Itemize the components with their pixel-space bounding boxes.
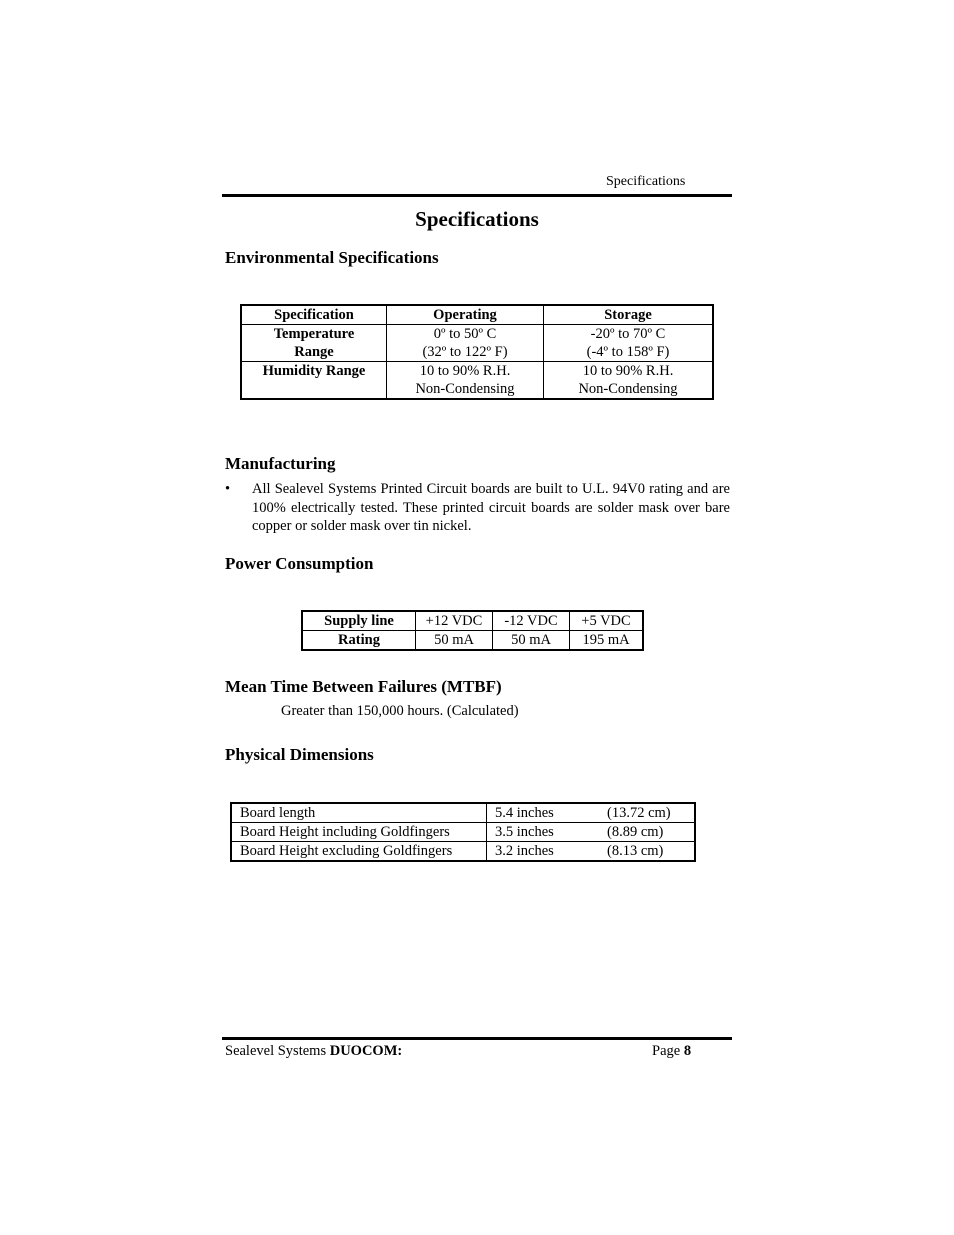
table-row bbox=[241, 362, 713, 400]
manufacturing-bullet-item bbox=[225, 480, 730, 536]
physical-heading: Physical Dimensions bbox=[225, 745, 374, 764]
header-rule bbox=[222, 194, 732, 197]
power-table bbox=[301, 610, 644, 651]
cell-line: Range bbox=[294, 344, 334, 360]
table-cell: +5 VDC bbox=[570, 611, 644, 631]
cell-line: -20º to 70º C bbox=[590, 326, 666, 342]
table-cell: Board Height including Goldfingers bbox=[231, 823, 487, 842]
manufacturing-heading: Manufacturing bbox=[225, 454, 336, 473]
cell-line: 10 to 90% R.H. bbox=[582, 363, 674, 379]
mtbf-text: Greater than 150,000 hours. (Calculated) bbox=[281, 703, 519, 719]
column-header: Operating bbox=[387, 305, 544, 325]
table-cell: 195 mA bbox=[570, 631, 644, 651]
cell-line: Humidity Range bbox=[262, 363, 366, 379]
manufacturing-text: All Sealevel Systems Printed Circuit boards are built to U.L. 94V0 rating and are 100% electrically tested. These printed circuit boards are solder mask over bare copper or solder mask over tin nickel. bbox=[252, 481, 730, 534]
table-cell bbox=[387, 362, 544, 400]
table-cell: (8.89 cm) bbox=[599, 823, 695, 842]
environmental-table bbox=[240, 304, 714, 400]
table-cell bbox=[544, 325, 714, 362]
table-cell: 3.5 inches bbox=[487, 823, 600, 842]
table-cell: Board Height excluding Goldfingers bbox=[231, 842, 487, 862]
power-heading: Power Consumption bbox=[225, 554, 374, 573]
table-cell bbox=[387, 325, 544, 362]
table-row bbox=[302, 611, 643, 631]
page-number: 8 bbox=[683, 1043, 692, 1059]
table-cell: -12 VDC bbox=[493, 611, 570, 631]
table-row bbox=[231, 842, 695, 862]
table-row bbox=[231, 823, 695, 842]
physical-dimensions-table bbox=[230, 802, 696, 862]
table-cell: 3.2 inches bbox=[487, 842, 600, 862]
footer-product-name: DUOCOM: bbox=[329, 1043, 403, 1059]
table-cell: 50 mA bbox=[493, 631, 570, 651]
table-cell bbox=[241, 362, 387, 400]
environmental-heading: Environmental Specifications bbox=[225, 248, 439, 267]
column-header: Storage bbox=[544, 305, 714, 325]
table-cell bbox=[241, 325, 387, 362]
column-header: Specification bbox=[241, 305, 387, 325]
table-row bbox=[302, 631, 643, 651]
footer-rule bbox=[222, 1037, 732, 1040]
mtbf-heading: Mean Time Between Failures (MTBF) bbox=[225, 677, 502, 696]
cell-line: 10 to 90% R.H. bbox=[419, 363, 511, 379]
bullet-icon: • bbox=[225, 481, 231, 497]
table-row bbox=[241, 325, 713, 362]
cell-line: (32º to 122º F) bbox=[422, 344, 508, 360]
cell-line: 0º to 50º C bbox=[433, 326, 497, 342]
cell-line: Temperature bbox=[273, 326, 355, 342]
table-cell bbox=[544, 362, 714, 400]
page-title: Specifications bbox=[415, 207, 539, 231]
table-cell: 5.4 inches bbox=[487, 803, 600, 823]
cell-line: Non-Condensing bbox=[578, 381, 678, 397]
cell-line: Non-Condensing bbox=[415, 381, 515, 397]
running-header: Specifications bbox=[606, 174, 686, 189]
footer-product bbox=[225, 1043, 402, 1060]
table-header-row bbox=[241, 305, 713, 325]
table-cell: (8.13 cm) bbox=[599, 842, 695, 862]
table-cell: 50 mA bbox=[416, 631, 493, 651]
cell-line: (-4º to 158º F) bbox=[586, 344, 670, 360]
table-cell: +12 VDC bbox=[416, 611, 493, 631]
table-cell: (13.72 cm) bbox=[599, 803, 695, 823]
footer-company: Sealevel Systems bbox=[225, 1043, 327, 1059]
table-cell: Board length bbox=[231, 803, 487, 823]
table-row bbox=[231, 803, 695, 823]
row-header: Rating bbox=[302, 631, 416, 651]
footer-page bbox=[652, 1043, 691, 1060]
row-header: Supply line bbox=[302, 611, 416, 631]
page-label: Page bbox=[652, 1043, 681, 1059]
